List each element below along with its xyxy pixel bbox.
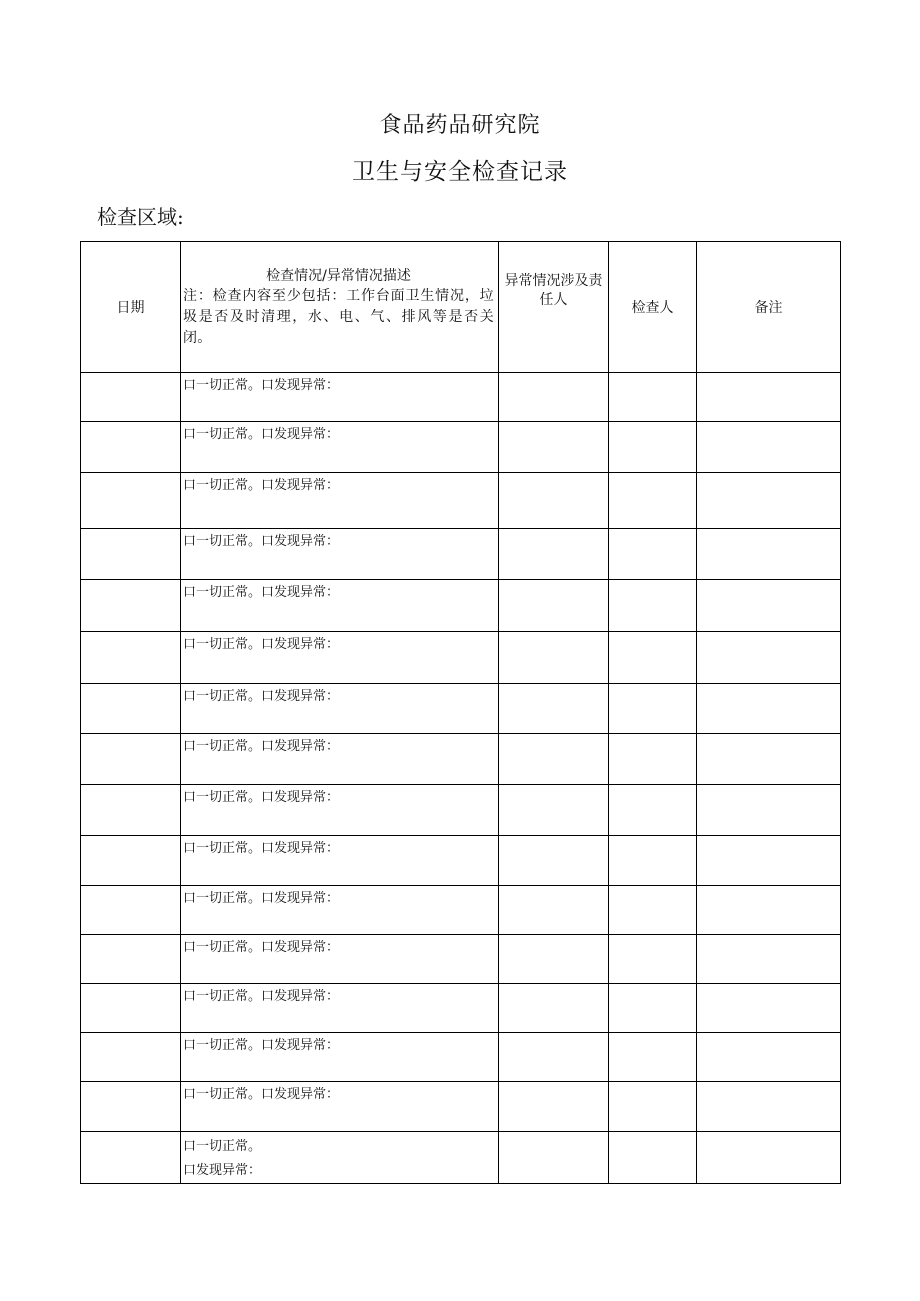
remarks-cell[interactable] <box>697 836 841 886</box>
responsible-cell[interactable] <box>499 684 609 734</box>
remarks-cell[interactable] <box>697 1033 841 1082</box>
remarks-cell[interactable] <box>697 984 841 1033</box>
inspector-cell[interactable] <box>609 785 697 836</box>
responsible-cell[interactable] <box>499 984 609 1033</box>
table-row <box>81 734 841 785</box>
inspector-cell[interactable] <box>609 734 697 785</box>
responsible-cell[interactable] <box>499 1033 609 1082</box>
status-cell[interactable] <box>181 1132 499 1184</box>
remarks-cell[interactable] <box>697 785 841 836</box>
status-cell[interactable]: 口一切正常。口发现异常： <box>181 935 499 984</box>
date-cell[interactable] <box>81 886 181 935</box>
responsible-cell[interactable] <box>499 886 609 935</box>
responsible-cell[interactable] <box>499 529 609 580</box>
remarks-cell[interactable] <box>697 580 841 632</box>
remarks-cell[interactable] <box>697 1132 841 1184</box>
inspector-cell[interactable] <box>609 1132 697 1184</box>
table-row <box>81 1033 841 1082</box>
status-cell[interactable]: 口一切正常。口发现异常： <box>181 529 499 580</box>
remarks-cell[interactable] <box>697 373 841 422</box>
table-row <box>81 1132 841 1184</box>
description-column-header <box>181 242 499 373</box>
status-cell[interactable]: 口一切正常。口发现异常： <box>181 422 499 473</box>
remarks-column-header: 备注 <box>697 242 841 373</box>
inspector-cell[interactable] <box>609 529 697 580</box>
status-cell[interactable]: 口一切正常。口发现异常： <box>181 373 499 422</box>
status-cell[interactable]: 口一切正常。口发现异常： <box>181 734 499 785</box>
date-cell[interactable] <box>81 632 181 684</box>
status-cell[interactable]: 口一切正常。口发现异常： <box>181 580 499 632</box>
inspector-column-header: 检查人 <box>609 242 697 373</box>
responsible-cell[interactable] <box>499 473 609 529</box>
date-cell[interactable] <box>81 473 181 529</box>
inspector-cell[interactable] <box>609 684 697 734</box>
status-cell[interactable]: 口一切正常。口发现异常： <box>181 684 499 734</box>
responsible-cell[interactable] <box>499 373 609 422</box>
remarks-cell[interactable] <box>697 886 841 935</box>
date-cell[interactable] <box>81 734 181 785</box>
responsible-cell[interactable] <box>499 632 609 684</box>
inspection-area-label: 检查区域: <box>97 205 184 229</box>
date-cell[interactable] <box>81 529 181 580</box>
table-row <box>81 1082 841 1132</box>
inspector-cell[interactable] <box>609 422 697 473</box>
date-cell[interactable] <box>81 984 181 1033</box>
date-cell[interactable] <box>81 684 181 734</box>
date-cell[interactable] <box>81 1132 181 1184</box>
remarks-cell[interactable] <box>697 422 841 473</box>
date-column-header: 日期 <box>81 242 181 373</box>
responsible-cell[interactable] <box>499 1082 609 1132</box>
remarks-cell[interactable] <box>697 935 841 984</box>
inspector-cell[interactable] <box>609 1033 697 1082</box>
table-row <box>81 373 841 422</box>
remarks-cell[interactable] <box>697 632 841 684</box>
responsible-cell[interactable] <box>499 1132 609 1184</box>
table-row <box>81 473 841 529</box>
responsible-column-header: 异常情况涉及责任人 <box>499 242 609 373</box>
inspector-cell[interactable] <box>609 1082 697 1132</box>
responsible-cell[interactable] <box>499 935 609 984</box>
inspector-cell[interactable] <box>609 984 697 1033</box>
inspector-cell[interactable] <box>609 473 697 529</box>
status-cell[interactable]: 口一切正常。口发现异常： <box>181 632 499 684</box>
description-column-title: 检查情况/异常情况描述 <box>266 267 411 284</box>
remarks-cell[interactable] <box>697 1082 841 1132</box>
date-cell[interactable] <box>81 1033 181 1082</box>
inspection-record-table <box>80 241 841 1184</box>
table-row <box>81 632 841 684</box>
table-row <box>81 836 841 886</box>
remarks-cell[interactable] <box>697 684 841 734</box>
inspector-cell[interactable] <box>609 373 697 422</box>
table-row <box>81 422 841 473</box>
form-title: 卫生与安全检查记录 <box>352 159 568 185</box>
date-cell[interactable] <box>81 580 181 632</box>
table-row <box>81 984 841 1033</box>
remarks-cell[interactable] <box>697 734 841 785</box>
remarks-cell[interactable] <box>697 473 841 529</box>
status-line-abnormal: 口发现异常： <box>183 1163 262 1178</box>
status-line-normal: 口一切正常。 <box>183 1139 262 1154</box>
inspector-cell[interactable] <box>609 836 697 886</box>
inspector-cell[interactable] <box>609 886 697 935</box>
date-cell[interactable] <box>81 935 181 984</box>
table-row <box>81 684 841 734</box>
table-row <box>81 785 841 836</box>
description-column-note: 注：检查内容至少包括：工作台面卫生情况，垃圾是否及时清理，水、电、气、排风等是否关闭。 <box>183 287 494 346</box>
date-cell[interactable] <box>81 373 181 422</box>
responsible-cell[interactable] <box>499 422 609 473</box>
table-row <box>81 886 841 935</box>
table-row <box>81 529 841 580</box>
responsible-cell[interactable] <box>499 836 609 886</box>
table-row <box>81 580 841 632</box>
responsible-cell[interactable] <box>499 580 609 632</box>
remarks-cell[interactable] <box>697 529 841 580</box>
date-cell[interactable] <box>81 785 181 836</box>
inspector-cell[interactable] <box>609 935 697 984</box>
status-cell[interactable]: 口一切正常。口发现异常： <box>181 1082 499 1132</box>
date-cell[interactable] <box>81 422 181 473</box>
status-cell[interactable]: 口一切正常。口发现异常： <box>181 984 499 1033</box>
status-cell[interactable]: 口一切正常。口发现异常： <box>181 473 499 529</box>
date-cell[interactable] <box>81 1082 181 1132</box>
status-cell[interactable]: 口一切正常。口发现异常： <box>181 836 499 886</box>
status-cell[interactable]: 口一切正常。口发现异常： <box>181 1033 499 1082</box>
responsible-cell[interactable] <box>499 734 609 785</box>
table-header-row <box>81 242 841 373</box>
responsible-cell[interactable] <box>499 785 609 836</box>
institute-title: 食品药品研究院 <box>379 113 541 138</box>
inspector-cell[interactable] <box>609 580 697 632</box>
inspector-cell[interactable] <box>609 632 697 684</box>
status-cell[interactable]: 口一切正常。口发现异常： <box>181 886 499 935</box>
table-row <box>81 935 841 984</box>
date-cell[interactable] <box>81 836 181 886</box>
status-cell[interactable]: 口一切正常。口发现异常： <box>181 785 499 836</box>
